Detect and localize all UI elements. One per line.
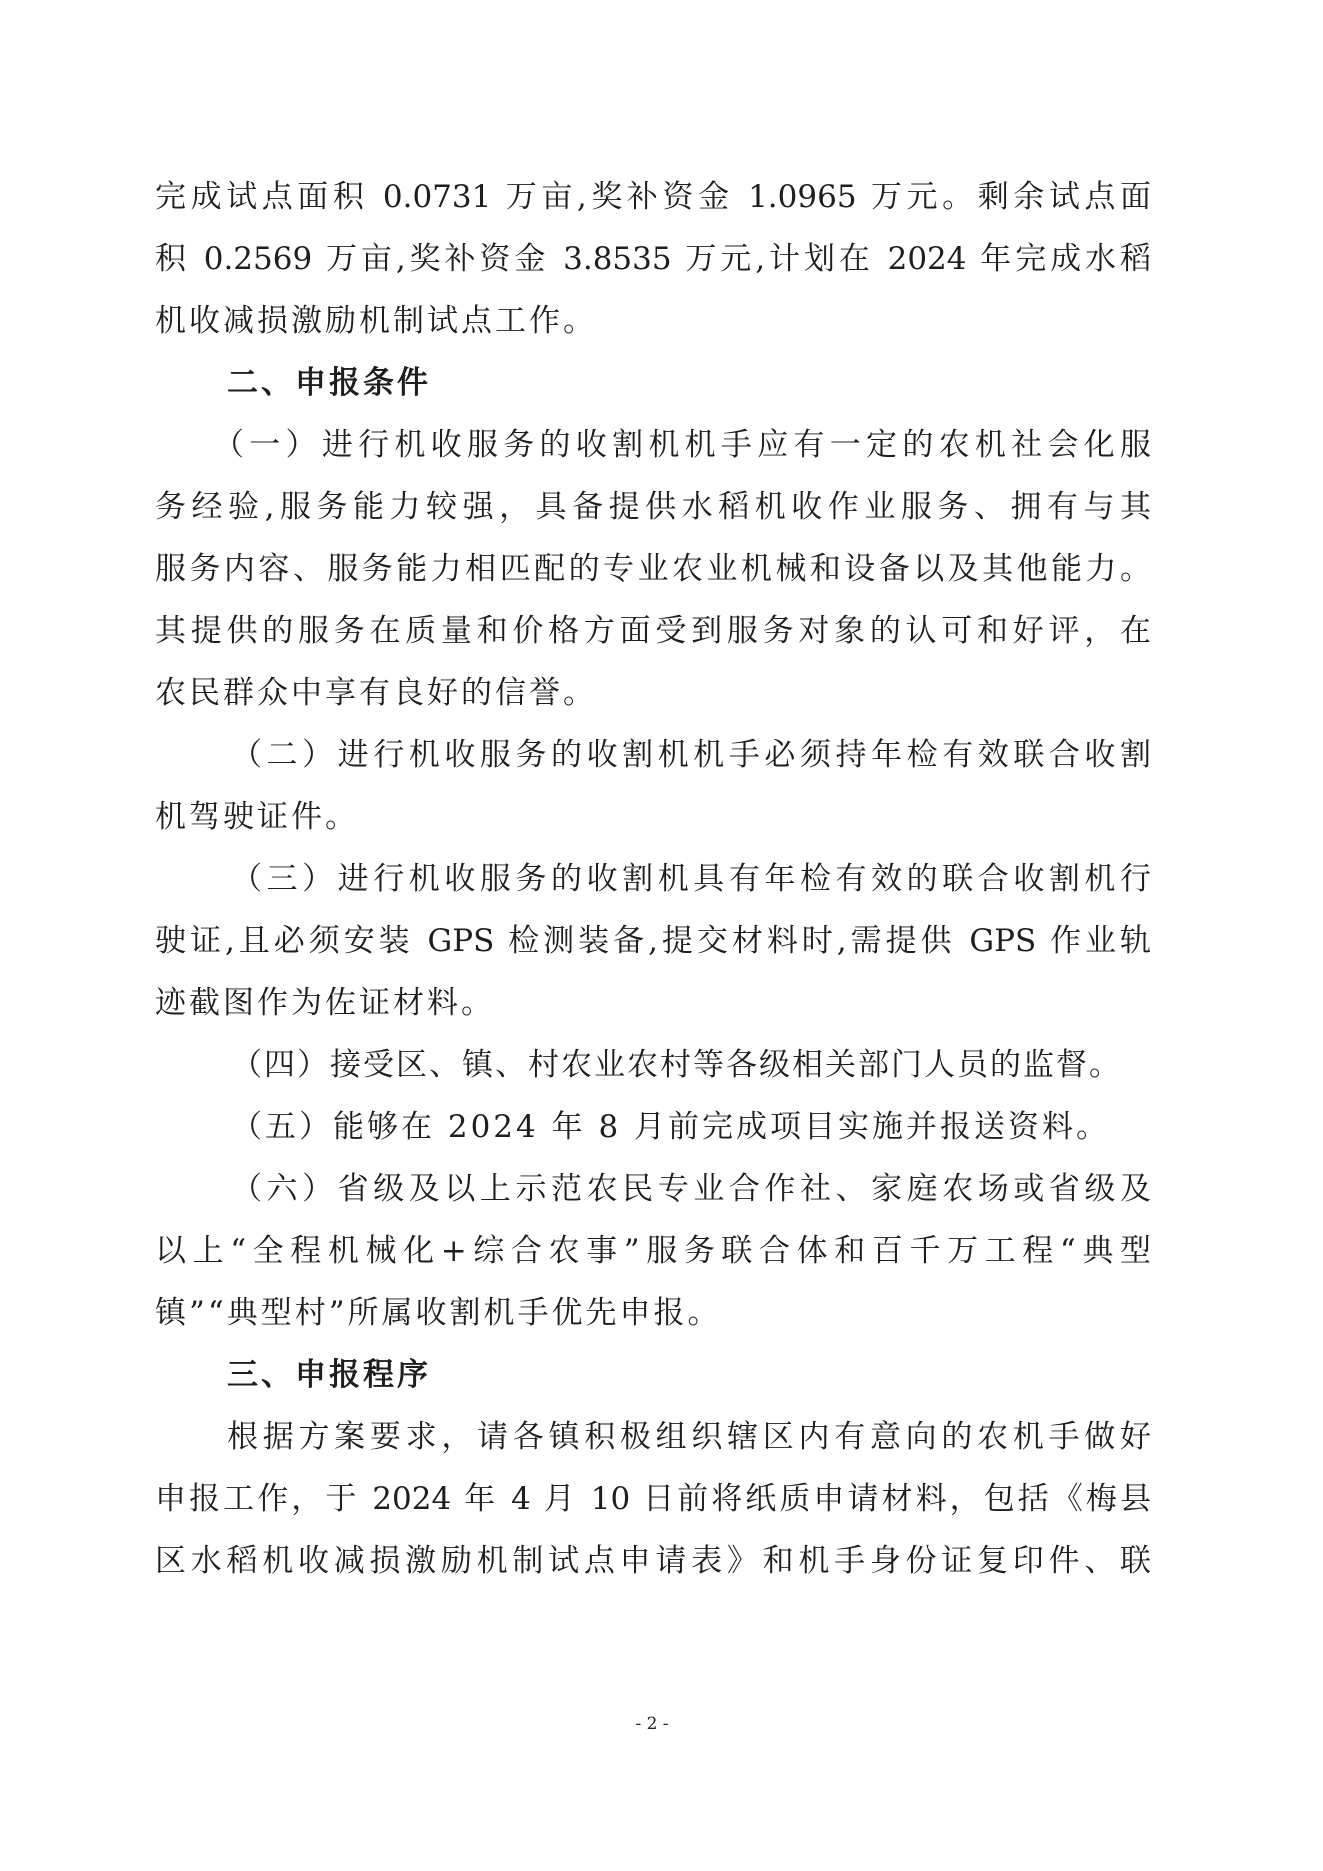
condition-item-5 <box>155 1096 1151 1158</box>
document-page-body <box>155 166 1151 1592</box>
condition-item-1 <box>155 414 1151 724</box>
body-line: 以上“全程机械化+综合农事”服务联合体和百千万工程“典型 <box>155 1233 1151 1269</box>
body-line: 镇”“典型村”所属收割机手优先申报。 <box>155 1295 722 1331</box>
body-line: （四）接受区、镇、村农业农村等各级相关部门人员的监督。 <box>231 1047 1122 1083</box>
body-line: 农民群众中享有良好的信誉。 <box>155 675 597 711</box>
body-line: （三）进行机收服务的收割机具有年检有效的联合收割机行 <box>231 861 1151 897</box>
body-line: 机收减损激励机制试点工作。 <box>155 303 597 339</box>
body-line: 务经验,服务能力较强，具备提供水稻机收作业服务、拥有与其 <box>155 489 1151 525</box>
section-heading: 三、申报程序 <box>227 1357 431 1393</box>
body-line: 其提供的服务在质量和价格方面受到服务对象的认可和好评，在 <box>155 613 1151 649</box>
body-line: 区水稻机收减损激励机制试点申请表》和机手身份证复印件、联 <box>155 1543 1151 1579</box>
condition-item-3 <box>155 848 1151 1034</box>
condition-item-4 <box>155 1034 1151 1096</box>
page-number: - 2 - <box>635 1714 669 1734</box>
body-line: （二）进行机收服务的收割机机手必须持年检有效联合收割 <box>231 737 1151 773</box>
body-line: （五）能够在 2024 年 8 月前完成项目实施并报送资料。 <box>231 1109 1111 1145</box>
body-line: （一）进行机收服务的收割机机手应有一定的农机社会化服 <box>213 427 1151 463</box>
body-line: 机驾驶证件。 <box>155 799 359 835</box>
condition-item-2 <box>155 724 1151 848</box>
condition-item-6 <box>155 1158 1151 1344</box>
body-line: 完成试点面积 0.0731 万亩,奖补资金 1.0965 万元。剩余试点面 <box>155 179 1151 215</box>
body-line: 申报工作，于 2024 年 4 月 10 日前将纸质申请材料，包括《梅县 <box>155 1481 1151 1517</box>
section-heading: 二、申报条件 <box>227 365 431 401</box>
body-line: （六）省级及以上示范农民专业合作社、家庭农场或省级及 <box>231 1171 1151 1207</box>
body-line: 积 0.2569 万亩,奖补资金 3.8535 万元,计划在 2024 年完成水稻 <box>155 241 1151 277</box>
body-line: 根据方案要求，请各镇积极组织辖区内有意向的农机手做好 <box>227 1419 1151 1455</box>
body-line: 驶证,且必须安装 GPS 检测装备,提交材料时,需提供 GPS 作业轨 <box>155 923 1151 959</box>
continued-paragraph <box>155 166 1151 352</box>
body-line: 服务内容、服务能力相匹配的专业农业机械和设备以及其他能力。 <box>155 551 1151 587</box>
procedure-paragraph <box>155 1406 1151 1592</box>
body-line: 迹截图作为佐证材料。 <box>155 985 495 1021</box>
